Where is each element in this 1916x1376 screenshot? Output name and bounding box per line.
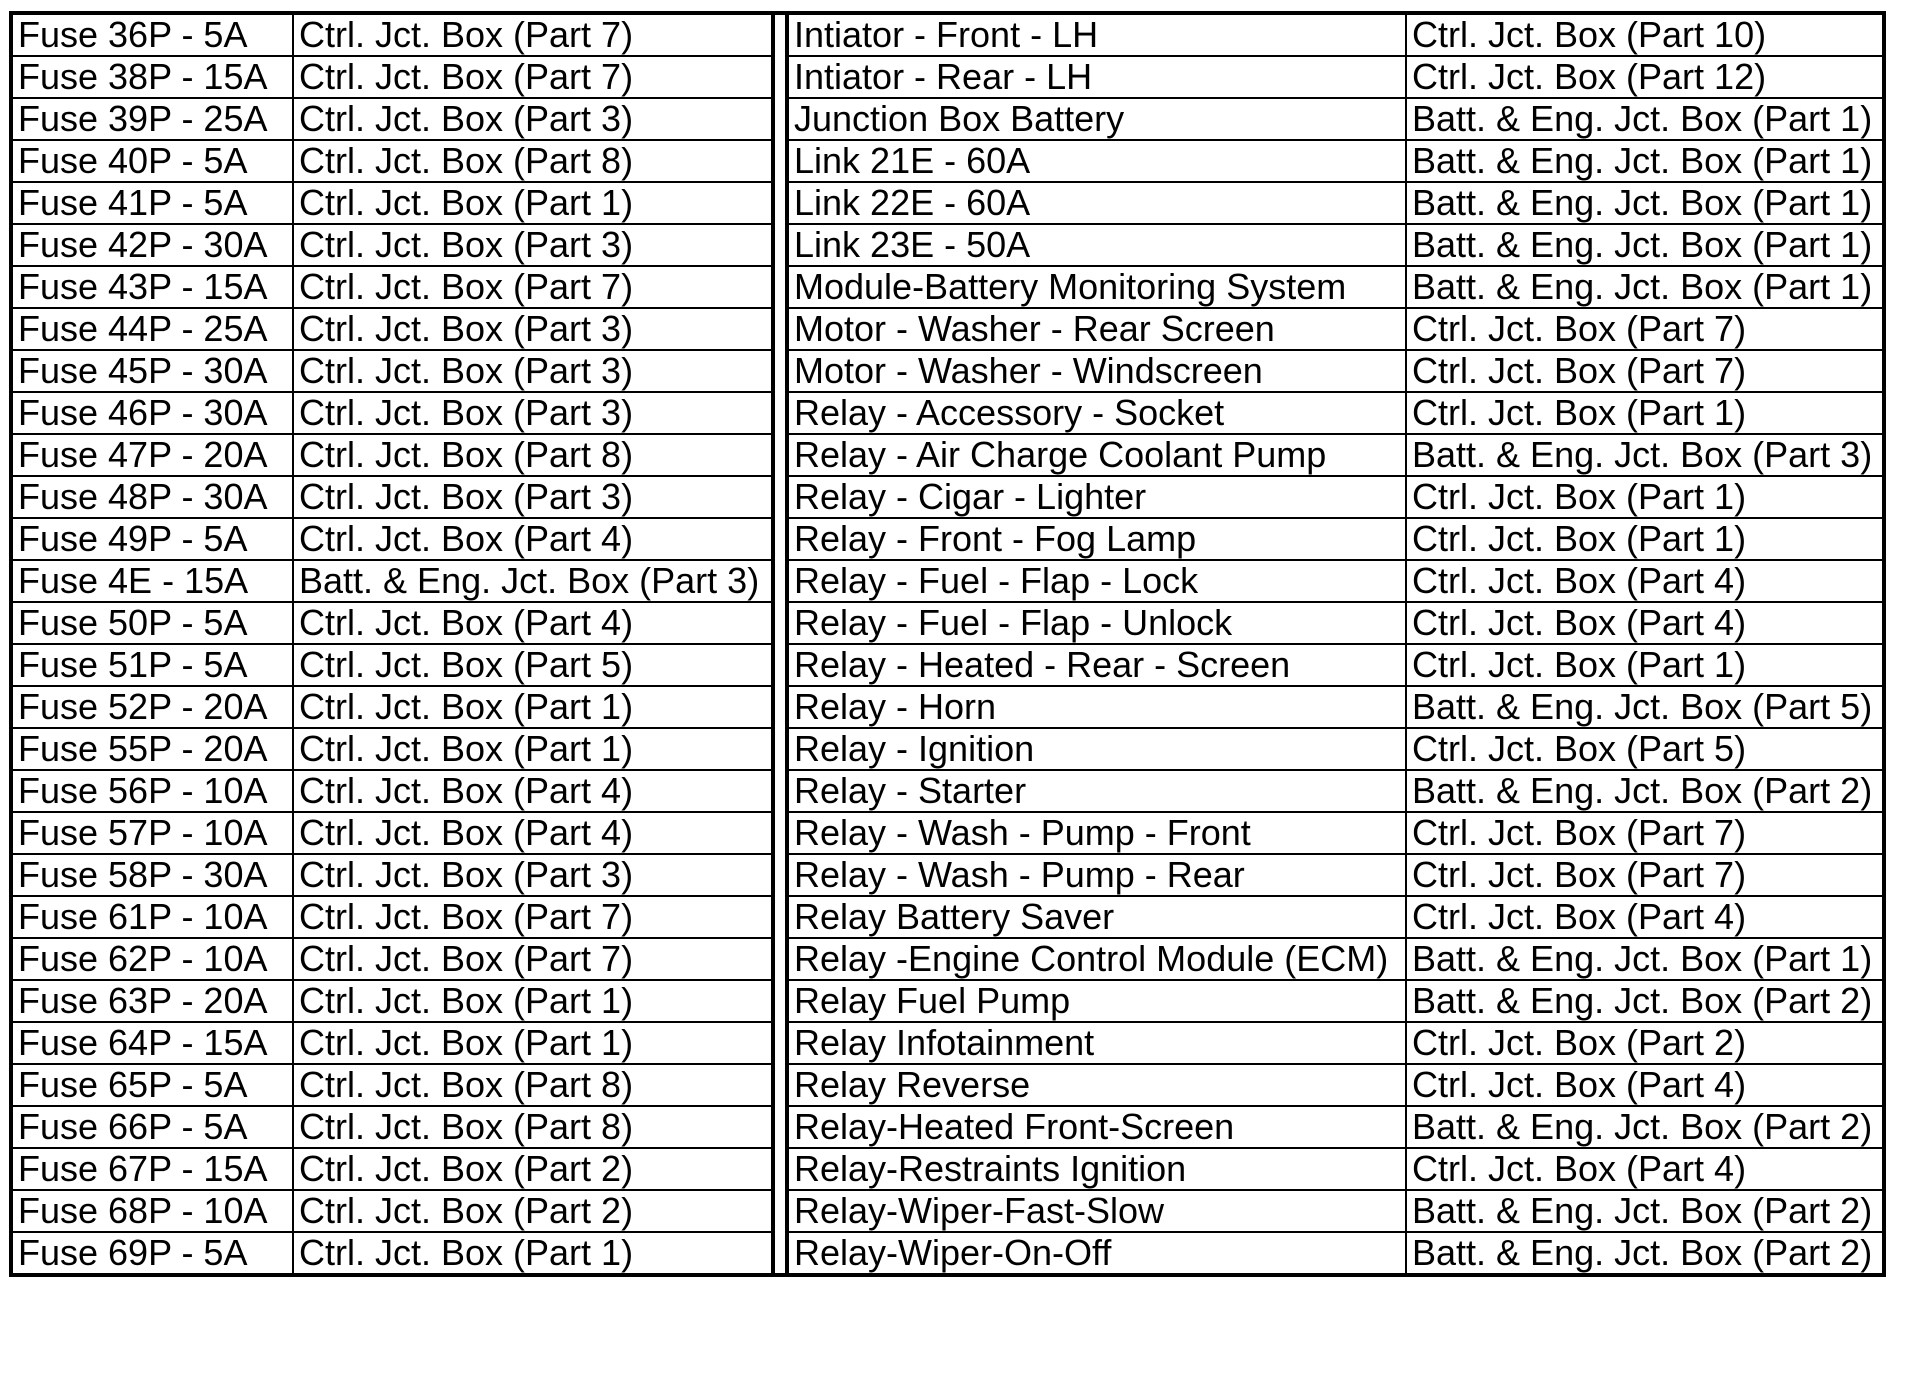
table-row: [787, 770, 1884, 812]
table-row: [11, 644, 773, 686]
table-row: [787, 1022, 1884, 1064]
component-cell: Fuse 48P - 30A: [11, 476, 293, 518]
table-row: [11, 896, 773, 938]
component-cell: Fuse 68P - 10A: [11, 1190, 293, 1232]
table-row: [787, 980, 1884, 1022]
location-cell: Batt. & Eng. Jct. Box (Part 2): [1406, 1190, 1884, 1232]
location-cell: Ctrl. Jct. Box (Part 7): [293, 56, 773, 98]
component-cell: Relay-Restraints Ignition: [787, 1148, 1406, 1190]
table-row: [787, 1232, 1884, 1275]
table-row: [787, 1064, 1884, 1106]
table-row: [11, 140, 773, 182]
component-cell: Fuse 58P - 30A: [11, 854, 293, 896]
table-row: [787, 182, 1884, 224]
table-row: [11, 1148, 773, 1190]
component-cell: Relay - Accessory - Socket: [787, 392, 1406, 434]
table-row: [787, 560, 1884, 602]
table-row: [787, 602, 1884, 644]
location-cell: Ctrl. Jct. Box (Part 1): [293, 182, 773, 224]
fuse-relay-location-sheet: [9, 11, 1886, 1277]
component-cell: Fuse 40P - 5A: [11, 140, 293, 182]
table-row: [787, 728, 1884, 770]
component-cell: Fuse 43P - 15A: [11, 266, 293, 308]
component-cell: Fuse 44P - 25A: [11, 308, 293, 350]
table-row: [787, 938, 1884, 980]
component-cell: Fuse 52P - 20A: [11, 686, 293, 728]
table-row: [11, 938, 773, 980]
component-cell: Fuse 51P - 5A: [11, 644, 293, 686]
component-cell: Relay - Wash - Pump - Front: [787, 812, 1406, 854]
table-row: [11, 182, 773, 224]
component-cell: Fuse 49P - 5A: [11, 518, 293, 560]
component-cell: Fuse 63P - 20A: [11, 980, 293, 1022]
table-row: [787, 1190, 1884, 1232]
location-cell: Ctrl. Jct. Box (Part 1): [293, 1232, 773, 1275]
location-cell: Ctrl. Jct. Box (Part 2): [293, 1148, 773, 1190]
location-cell: Ctrl. Jct. Box (Part 1): [1406, 644, 1884, 686]
location-cell: Ctrl. Jct. Box (Part 3): [293, 224, 773, 266]
table-row: [787, 13, 1884, 56]
component-cell: Fuse 38P - 15A: [11, 56, 293, 98]
location-cell: Ctrl. Jct. Box (Part 1): [1406, 392, 1884, 434]
component-cell: Link 23E - 50A: [787, 224, 1406, 266]
component-cell: Fuse 66P - 5A: [11, 1106, 293, 1148]
location-cell: Batt. & Eng. Jct. Box (Part 1): [1406, 224, 1884, 266]
component-cell: Relay-Heated Front-Screen: [787, 1106, 1406, 1148]
location-cell: Ctrl. Jct. Box (Part 7): [293, 896, 773, 938]
component-cell: Relay-Wiper-On-Off: [787, 1232, 1406, 1275]
table-row: [787, 224, 1884, 266]
table-row: [787, 266, 1884, 308]
location-cell: Batt. & Eng. Jct. Box (Part 2): [1406, 980, 1884, 1022]
table-row: [11, 224, 773, 266]
location-cell: Ctrl. Jct. Box (Part 5): [293, 644, 773, 686]
table-row: [11, 434, 773, 476]
location-cell: Ctrl. Jct. Box (Part 12): [1406, 56, 1884, 98]
table-row: [787, 140, 1884, 182]
table-row: [787, 434, 1884, 476]
component-cell: Relay - Wash - Pump - Rear: [787, 854, 1406, 896]
component-cell: Relay - Horn: [787, 686, 1406, 728]
table-row: [787, 854, 1884, 896]
component-cell: Relay - Fuel - Flap - Lock: [787, 560, 1406, 602]
component-cell: Fuse 64P - 15A: [11, 1022, 293, 1064]
component-cell: Fuse 45P - 30A: [11, 350, 293, 392]
component-cell: Relay Infotainment: [787, 1022, 1406, 1064]
component-cell: Link 22E - 60A: [787, 182, 1406, 224]
location-cell: Ctrl. Jct. Box (Part 3): [293, 476, 773, 518]
location-cell: Ctrl. Jct. Box (Part 7): [293, 13, 773, 56]
component-cell: Fuse 42P - 30A: [11, 224, 293, 266]
location-cell: Ctrl. Jct. Box (Part 7): [1406, 350, 1884, 392]
location-cell: Batt. & Eng. Jct. Box (Part 1): [1406, 140, 1884, 182]
table-row: [11, 266, 773, 308]
location-cell: Ctrl. Jct. Box (Part 4): [293, 518, 773, 560]
component-cell: Relay -Engine Control Module (ECM): [787, 938, 1406, 980]
component-cell: Fuse 39P - 25A: [11, 98, 293, 140]
location-cell: Ctrl. Jct. Box (Part 7): [1406, 308, 1884, 350]
location-cell: Ctrl. Jct. Box (Part 4): [1406, 1148, 1884, 1190]
component-cell: Relay - Fuel - Flap - Unlock: [787, 602, 1406, 644]
location-cell: Ctrl. Jct. Box (Part 1): [1406, 518, 1884, 560]
component-cell: Fuse 36P - 5A: [11, 13, 293, 56]
location-cell: Ctrl. Jct. Box (Part 7): [293, 938, 773, 980]
component-cell: Motor - Washer - Rear Screen: [787, 308, 1406, 350]
table-row: [11, 518, 773, 560]
location-cell: Ctrl. Jct. Box (Part 1): [293, 1022, 773, 1064]
location-cell: Ctrl. Jct. Box (Part 3): [293, 308, 773, 350]
component-cell: Motor - Washer - Windscreen: [787, 350, 1406, 392]
table-row: [787, 518, 1884, 560]
table-row: [787, 98, 1884, 140]
location-cell: Batt. & Eng. Jct. Box (Part 2): [1406, 770, 1884, 812]
location-cell: Ctrl. Jct. Box (Part 3): [293, 350, 773, 392]
table-row: [787, 56, 1884, 98]
table-row: [787, 896, 1884, 938]
table-row: [11, 854, 773, 896]
component-cell: Relay Fuel Pump: [787, 980, 1406, 1022]
table-row: [787, 812, 1884, 854]
component-cell: Relay - Front - Fog Lamp: [787, 518, 1406, 560]
location-cell: Ctrl. Jct. Box (Part 7): [1406, 812, 1884, 854]
table-row: [787, 350, 1884, 392]
table-row: [11, 98, 773, 140]
location-cell: Ctrl. Jct. Box (Part 1): [293, 728, 773, 770]
component-cell: Module-Battery Monitoring System: [787, 266, 1406, 308]
location-cell: Ctrl. Jct. Box (Part 4): [1406, 602, 1884, 644]
table-row: [11, 350, 773, 392]
component-cell: Relay - Ignition: [787, 728, 1406, 770]
location-cell: Batt. & Eng. Jct. Box (Part 1): [1406, 266, 1884, 308]
location-cell: Batt. & Eng. Jct. Box (Part 1): [1406, 182, 1884, 224]
component-cell: Relay - Heated - Rear - Screen: [787, 644, 1406, 686]
table-row: [11, 13, 773, 56]
component-cell: Fuse 50P - 5A: [11, 602, 293, 644]
component-cell: Fuse 46P - 30A: [11, 392, 293, 434]
location-cell: Ctrl. Jct. Box (Part 1): [293, 980, 773, 1022]
location-cell: Ctrl. Jct. Box (Part 2): [293, 1190, 773, 1232]
component-cell: Relay - Starter: [787, 770, 1406, 812]
component-cell: Fuse 4E - 15A: [11, 560, 293, 602]
table-row: [11, 770, 773, 812]
component-cell: Intiator - Rear - LH: [787, 56, 1406, 98]
component-cell: Relay-Wiper-Fast-Slow: [787, 1190, 1406, 1232]
component-cell: Junction Box Battery: [787, 98, 1406, 140]
table-row: [11, 602, 773, 644]
location-cell: Ctrl. Jct. Box (Part 8): [293, 1106, 773, 1148]
table-row: [787, 308, 1884, 350]
location-cell: Ctrl. Jct. Box (Part 1): [293, 686, 773, 728]
location-cell: Ctrl. Jct. Box (Part 4): [1406, 896, 1884, 938]
component-cell: Fuse 56P - 10A: [11, 770, 293, 812]
location-cell: Ctrl. Jct. Box (Part 8): [293, 140, 773, 182]
component-cell: Intiator - Front - LH: [787, 13, 1406, 56]
table-row: [787, 644, 1884, 686]
left-table-body: [11, 13, 773, 1275]
location-cell: Ctrl. Jct. Box (Part 5): [1406, 728, 1884, 770]
table-row: [787, 476, 1884, 518]
table-row: [11, 56, 773, 98]
table-row: [787, 686, 1884, 728]
location-cell: Batt. & Eng. Jct. Box (Part 1): [1406, 98, 1884, 140]
location-cell: Ctrl. Jct. Box (Part 4): [1406, 560, 1884, 602]
table-row: [787, 392, 1884, 434]
table-row: [11, 1064, 773, 1106]
component-cell: Link 21E - 60A: [787, 140, 1406, 182]
component-cell: Fuse 65P - 5A: [11, 1064, 293, 1106]
table-row: [11, 308, 773, 350]
table-row: [11, 476, 773, 518]
table-row: [11, 728, 773, 770]
location-cell: Batt. & Eng. Jct. Box (Part 3): [293, 560, 773, 602]
table-row: [11, 1022, 773, 1064]
component-cell: Fuse 69P - 5A: [11, 1232, 293, 1275]
table-row: [11, 980, 773, 1022]
table-gap: [775, 11, 785, 1277]
component-cell: Relay - Cigar - Lighter: [787, 476, 1406, 518]
table-row: [11, 1106, 773, 1148]
location-cell: Ctrl. Jct. Box (Part 4): [293, 812, 773, 854]
table-row: [787, 1148, 1884, 1190]
component-cell: Relay Reverse: [787, 1064, 1406, 1106]
table-row: [787, 1106, 1884, 1148]
table-row: [11, 1232, 773, 1275]
component-cell: Relay Battery Saver: [787, 896, 1406, 938]
location-cell: Batt. & Eng. Jct. Box (Part 5): [1406, 686, 1884, 728]
table-row: [11, 1190, 773, 1232]
table-row: [11, 560, 773, 602]
location-cell: Ctrl. Jct. Box (Part 4): [293, 770, 773, 812]
right-table-body: [787, 13, 1884, 1275]
component-cell: Fuse 55P - 20A: [11, 728, 293, 770]
component-cell: Fuse 57P - 10A: [11, 812, 293, 854]
location-cell: Ctrl. Jct. Box (Part 7): [1406, 854, 1884, 896]
location-cell: Ctrl. Jct. Box (Part 7): [293, 266, 773, 308]
location-cell: Batt. & Eng. Jct. Box (Part 2): [1406, 1106, 1884, 1148]
location-cell: Ctrl. Jct. Box (Part 3): [293, 98, 773, 140]
location-cell: Ctrl. Jct. Box (Part 10): [1406, 13, 1884, 56]
table-row: [11, 686, 773, 728]
location-cell: Batt. & Eng. Jct. Box (Part 3): [1406, 434, 1884, 476]
left-table: [9, 11, 775, 1277]
table-row: [11, 812, 773, 854]
location-cell: Ctrl. Jct. Box (Part 8): [293, 434, 773, 476]
table-row: [11, 392, 773, 434]
location-cell: Batt. & Eng. Jct. Box (Part 1): [1406, 938, 1884, 980]
location-cell: Ctrl. Jct. Box (Part 2): [1406, 1022, 1884, 1064]
location-cell: Ctrl. Jct. Box (Part 3): [293, 392, 773, 434]
location-cell: Ctrl. Jct. Box (Part 3): [293, 854, 773, 896]
location-cell: Ctrl. Jct. Box (Part 8): [293, 1064, 773, 1106]
component-cell: Relay - Air Charge Coolant Pump: [787, 434, 1406, 476]
location-cell: Batt. & Eng. Jct. Box (Part 2): [1406, 1232, 1884, 1275]
component-cell: Fuse 67P - 15A: [11, 1148, 293, 1190]
location-cell: Ctrl. Jct. Box (Part 4): [293, 602, 773, 644]
component-cell: Fuse 61P - 10A: [11, 896, 293, 938]
component-cell: Fuse 41P - 5A: [11, 182, 293, 224]
location-cell: Ctrl. Jct. Box (Part 1): [1406, 476, 1884, 518]
component-cell: Fuse 62P - 10A: [11, 938, 293, 980]
right-table: [785, 11, 1886, 1277]
location-cell: Ctrl. Jct. Box (Part 4): [1406, 1064, 1884, 1106]
component-cell: Fuse 47P - 20A: [11, 434, 293, 476]
